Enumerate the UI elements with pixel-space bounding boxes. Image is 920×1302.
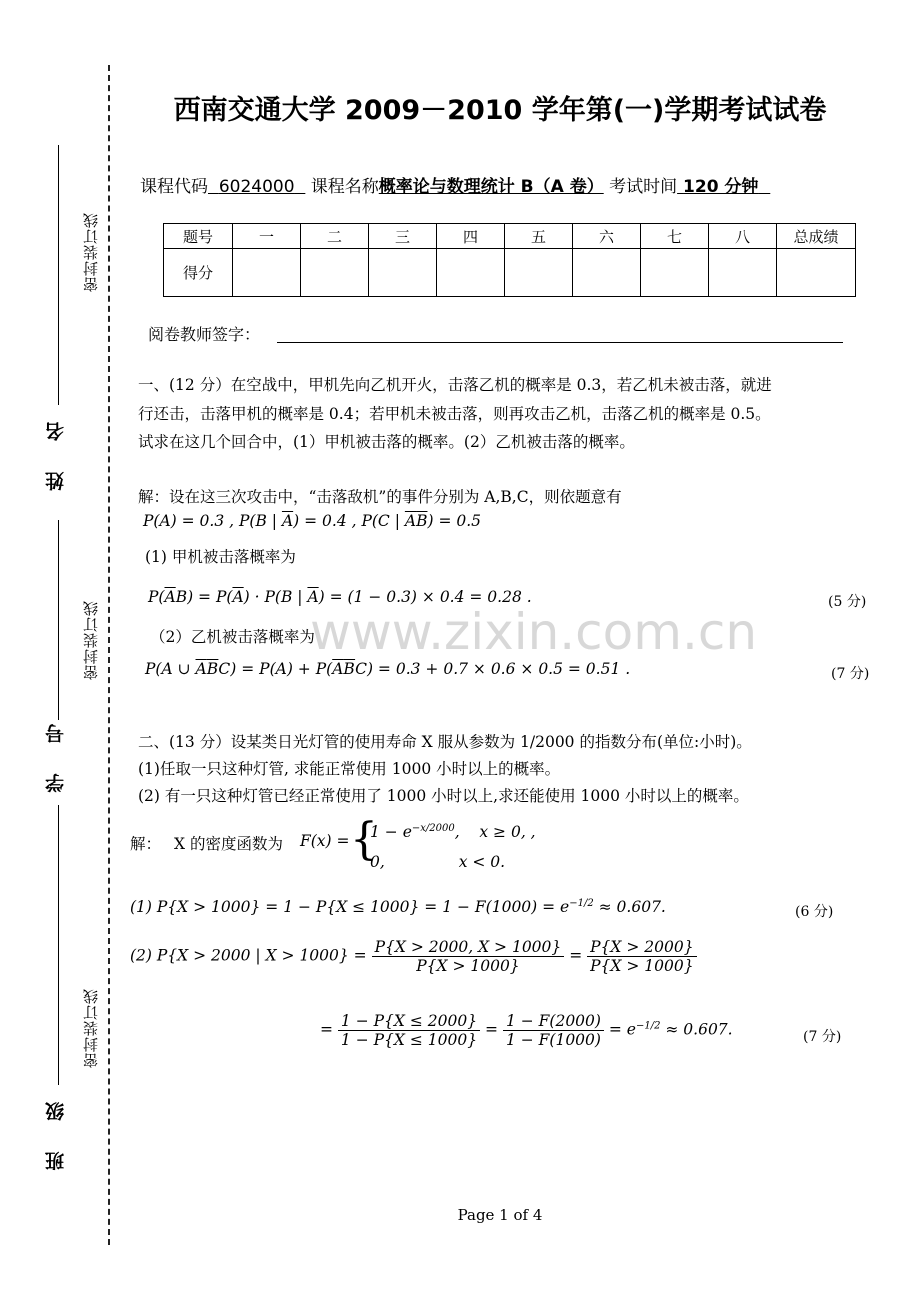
- score-header-cell: 三: [369, 224, 437, 249]
- score-header-cell: 题号: [164, 224, 233, 249]
- q1-solution-intro: 解：设在这三次攻击中，“击落敌机”的事件分别为 A,B,C，则依题意有: [138, 488, 622, 506]
- binding-dashed-line: [108, 65, 110, 1245]
- score-cell[interactable]: [505, 249, 573, 297]
- score-cell[interactable]: [437, 249, 505, 297]
- q1-sub2: （2）乙机被击落概率为: [150, 628, 315, 646]
- q1-given-probs: P(A) = 0.3 , P(B | $\overline{A}) = 0.4$ , P(C | $\overline{A}\overline{B}) = 0.5$: [143, 512, 482, 530]
- exam-title: 西南交通大学 2009－2010 学年第(一)学期考试试卷: [173, 95, 827, 126]
- course-name-label: 课程名称: [310, 177, 379, 197]
- score-header-cell: 六: [573, 224, 641, 249]
- score-header-cell: 五: [505, 224, 573, 249]
- score-cell[interactable]: [369, 249, 437, 297]
- name-label: 姓 名: [45, 410, 67, 491]
- page-number: Page 1 of 4: [457, 1206, 543, 1224]
- q2-line1: 二、(13 分）设某类日光灯管的使用寿命 X 服从参数为 1/2000 的指数分布(单位:小时)。: [138, 733, 752, 751]
- score-row-label: 得分: [164, 249, 233, 297]
- brace-icon: {: [350, 814, 378, 865]
- score-header-cell: 一: [233, 224, 301, 249]
- q2-formula2: (2) P{X > 2000 | X > 1000} = $\frac{P\{X > 2000, X > 1000\}}{P\{X > 1000\}}$ = $\frac{P\{X > 2000\}}{P\{X > 1000\}}$: [130, 938, 697, 975]
- score-header-cell: 二: [301, 224, 369, 249]
- course-info: [140, 172, 770, 197]
- q1-line1: 一、(12 分）在空战中，甲机先向乙机开火，击落乙机的概率是 0.3，若乙机未被击落，就进: [138, 376, 772, 394]
- seal-label-1: 密封装订线: [82, 212, 100, 292]
- q1-formula1: $P(\overline{A}B) = P(\overline{A}) \cdot P(B$ | $\overline{A}) = (1 - 0.3) \times 0.4 = 0.28$ .: [148, 588, 532, 606]
- q2-density-case1: $1 - e^{-x/2000}$, x ≥ 0, ,: [370, 823, 536, 842]
- name-line: [58, 145, 59, 405]
- score-cell[interactable]: [777, 249, 856, 297]
- course-name: 概率论与数理统计 B（A 卷）: [378, 177, 604, 197]
- signature-line[interactable]: [277, 342, 843, 343]
- q2-line3: (2) 有一只这种灯管已经正常使用了 1000 小时以上,求还能使用 1000 小时以上的概率。: [138, 787, 749, 805]
- seal-label-3: 密封装订线: [82, 988, 100, 1068]
- q2-formula1: (1) $P\{X > 1000\} = 1 - P\{X \le 1000\} = 1 - F(1000) = e^{-1/2} \approx 0.607$.: [130, 898, 666, 917]
- class-line: [58, 805, 59, 1085]
- score-cell[interactable]: [233, 249, 301, 297]
- score-cell[interactable]: [709, 249, 777, 297]
- score-cell[interactable]: [301, 249, 369, 297]
- class-label: 班 级: [45, 1090, 67, 1171]
- q1-points2: (7 分): [831, 666, 870, 682]
- score-table: [163, 223, 856, 297]
- q1-line3: 试求在这几个回合中，(1）甲机被击落的概率。(2）乙机被击落的概率。: [138, 433, 635, 451]
- course-code-label: 课程代码: [140, 177, 208, 197]
- watermark: www.zixin.com.cn: [310, 603, 758, 661]
- score-header-cell: 八: [709, 224, 777, 249]
- q2-points1: (6 分): [795, 904, 834, 920]
- q2-density-label: X 的密度函数为: [174, 835, 283, 853]
- q2-density-fn: F(x) =: [300, 832, 350, 850]
- id-line: [58, 520, 59, 720]
- score-header-cell: 七: [641, 224, 709, 249]
- q1-formula2: P(A ∪ $\overline{A}\overline{B}C) = P(A) + P(\overline{A}\overline{B}C) = 0.3 + 0.7 \times 0.6 \times 0.5 = 0.51$ .: [145, 660, 631, 678]
- course-code: 6024000: [218, 177, 295, 197]
- score-header-cell: 总成绩: [777, 224, 856, 249]
- q1-points1: (5 分): [828, 594, 867, 610]
- id-label: 学 号: [45, 712, 67, 793]
- score-header-cell: 四: [437, 224, 505, 249]
- score-cell[interactable]: [573, 249, 641, 297]
- q2-formula3: = $\frac{1 - P\{X \le 2000\}}{1 - P\{X \le 1000\}}$ = $\frac{1 - F(2000)}{1 - F(1000)}$ = $e^{-1/2} \approx 0.607$.: [320, 1012, 733, 1049]
- q1-line2: 行还击，击落甲机的概率是 0.4；若甲机未被击落，则再攻击乙机，击落乙机的概率是 0.5。: [138, 405, 771, 423]
- exam-time-label: 考试时间: [609, 177, 678, 197]
- signature-label: 阅卷教师签字：: [148, 325, 261, 344]
- score-cell[interactable]: [641, 249, 709, 297]
- q1-sub1: (1) 甲机被击落概率为: [145, 548, 296, 566]
- seal-label-2: 密封装订线: [82, 600, 100, 680]
- exam-time: 120 分钟: [683, 177, 759, 197]
- q2-density-case2: 0, x < 0.: [370, 853, 506, 871]
- q2-solution-label: 解：: [130, 835, 162, 853]
- q2-line2: (1)任取一只这种灯管, 求能正常使用 1000 小时以上的概率。: [138, 760, 561, 778]
- q2-points2: (7 分): [803, 1029, 842, 1045]
